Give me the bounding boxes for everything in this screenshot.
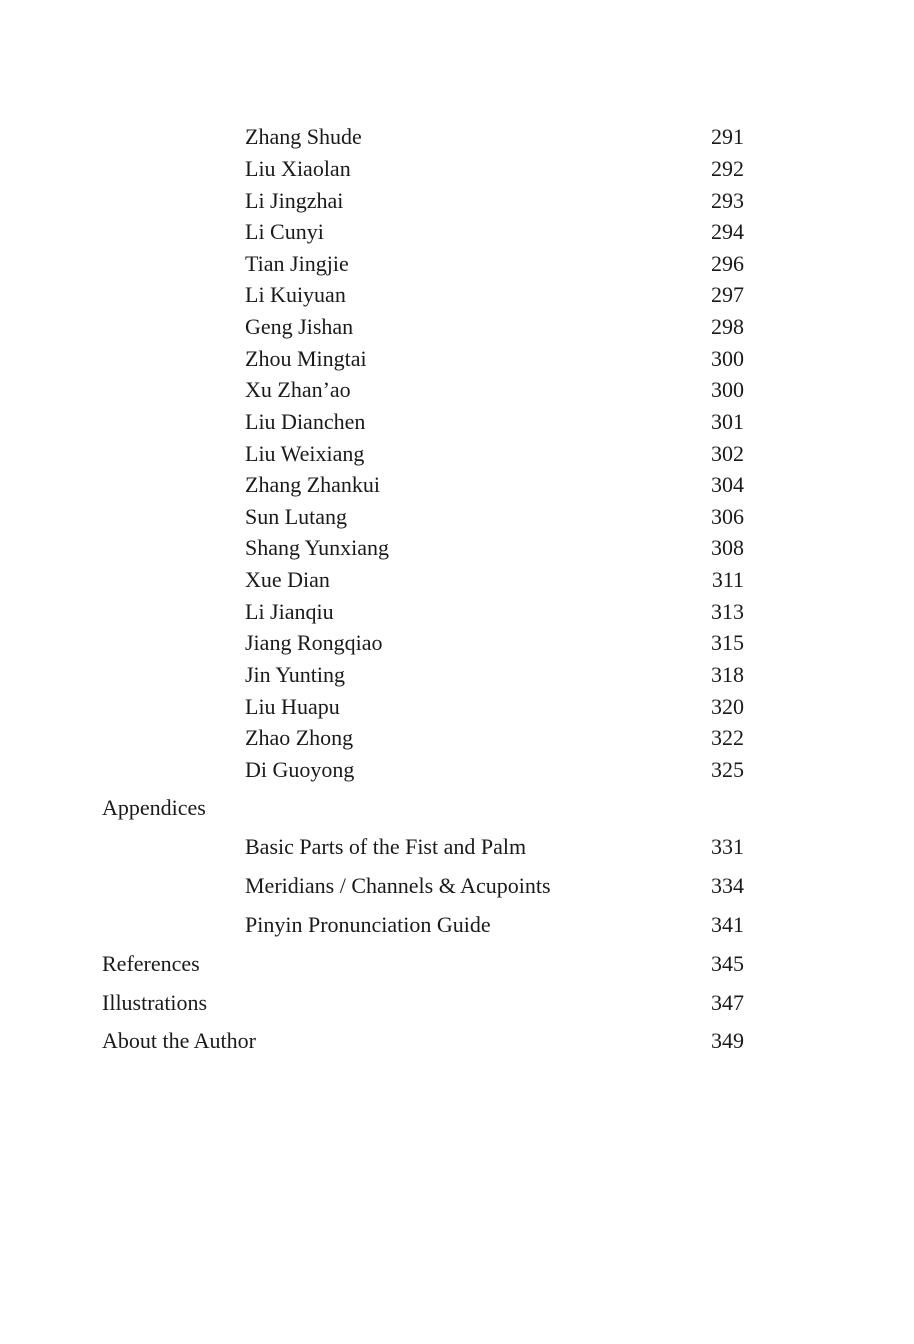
toc-entry-references (0, 948, 914, 980)
toc-entry-page: 313 (711, 599, 744, 624)
toc-entry-page: 331 (711, 834, 744, 859)
toc-entry-title: Li Jianqiu (245, 599, 334, 624)
toc-entry (0, 691, 914, 723)
toc-entry-title: Jiang Rongqiao (245, 630, 383, 655)
toc-entry-title: Sun Lutang (245, 504, 348, 529)
toc-entry-title: Xu Zhan’ao (245, 377, 351, 402)
toc-entry-title: Li Kuiyuan (245, 282, 346, 307)
toc-entry (0, 311, 914, 343)
toc-entry-title: Illustrations (102, 990, 208, 1015)
toc-entry-page: 302 (711, 441, 744, 466)
toc-entry (0, 909, 914, 941)
toc-entry-title: Zhao Zhong (245, 725, 354, 750)
toc-entry (0, 185, 914, 217)
toc-entry-title: Li Jingzhai (245, 188, 344, 213)
toc-entry (0, 659, 914, 691)
toc-entry-page: 297 (711, 282, 744, 307)
toc-entry-page: 308 (711, 535, 744, 560)
toc-entry-title: Di Guoyong (245, 757, 355, 782)
toc-entry-page: 334 (711, 873, 744, 898)
toc-entry (0, 831, 914, 863)
toc-entry-title: Li Cunyi (245, 219, 324, 244)
toc-section-title: Appendices (102, 795, 206, 820)
toc-entry-page: 349 (711, 1028, 744, 1053)
toc-entry-page: 347 (711, 990, 744, 1015)
toc-entry (0, 870, 914, 902)
toc-entry-illustrations (0, 987, 914, 1019)
toc-entry-title: Pinyin Pronunciation Guide (245, 912, 491, 937)
toc-entry-page: 294 (711, 219, 744, 244)
toc-entry-page: 300 (711, 377, 744, 402)
toc-entry-page: 320 (711, 694, 744, 719)
toc-entry-title: Liu Dianchen (245, 409, 366, 434)
toc-entry-page: 293 (711, 188, 744, 213)
toc-entry (0, 216, 914, 248)
toc-entry-title: Liu Xiaolan (245, 156, 351, 181)
toc-entry-title: Geng Jishan (245, 314, 354, 339)
toc-entry-page: 345 (711, 951, 744, 976)
toc-entry (0, 532, 914, 564)
toc-entry-title: Meridians / Channels & Acupoints (245, 873, 551, 898)
toc-entry-page: 341 (711, 912, 744, 937)
toc-entry (0, 501, 914, 533)
toc-entry-title: About the Author (102, 1028, 256, 1053)
toc-entry-page: 318 (711, 662, 744, 687)
toc-entry-title: Zhou Mingtai (245, 346, 367, 371)
toc-entry-page: 311 (711, 567, 744, 592)
toc-entry-page: 306 (711, 504, 744, 529)
toc-entry-title: Zhang Shude (245, 124, 362, 149)
toc-entry (0, 627, 914, 659)
toc-entry-title: Shang Yunxiang (245, 535, 390, 560)
toc-entry (0, 343, 914, 375)
toc-section-appendices (0, 792, 914, 824)
toc-entry-page: 291 (711, 124, 744, 149)
toc-entry (0, 406, 914, 438)
toc-entry-title: Zhang Zhankui (245, 472, 381, 497)
toc-entry (0, 754, 914, 786)
toc-entry-page: 315 (711, 630, 744, 655)
toc-entry-title: Xue Dian (245, 567, 330, 592)
toc-entry-title: References (102, 951, 200, 976)
toc-entry-page: 300 (711, 346, 744, 371)
toc-entry-title: Tian Jingjie (245, 251, 349, 276)
toc-entry (0, 121, 914, 153)
toc-entry (0, 596, 914, 628)
toc-entry (0, 564, 914, 596)
toc-entry-title: Liu Weixiang (245, 441, 365, 466)
toc-entry (0, 438, 914, 470)
toc-entry-about-the-author (0, 1025, 914, 1057)
toc-entry-page: 296 (711, 251, 744, 276)
toc-entry-page: 322 (711, 725, 744, 750)
toc-entry-title: Liu Huapu (245, 694, 340, 719)
toc-entry (0, 374, 914, 406)
toc-entry-page: 301 (711, 409, 744, 434)
toc-entry-page: 298 (711, 314, 744, 339)
toc-entry-title: Basic Parts of the Fist and Palm (245, 834, 527, 859)
toc-entry (0, 722, 914, 754)
toc-entry (0, 469, 914, 501)
toc-entry-page: 325 (711, 757, 744, 782)
toc-entry (0, 248, 914, 280)
toc-entry (0, 153, 914, 185)
toc-entry-page: 304 (711, 472, 744, 497)
toc-entry-title: Jin Yunting (245, 662, 346, 687)
toc-entry-page: 292 (711, 156, 744, 181)
toc-entry (0, 279, 914, 311)
